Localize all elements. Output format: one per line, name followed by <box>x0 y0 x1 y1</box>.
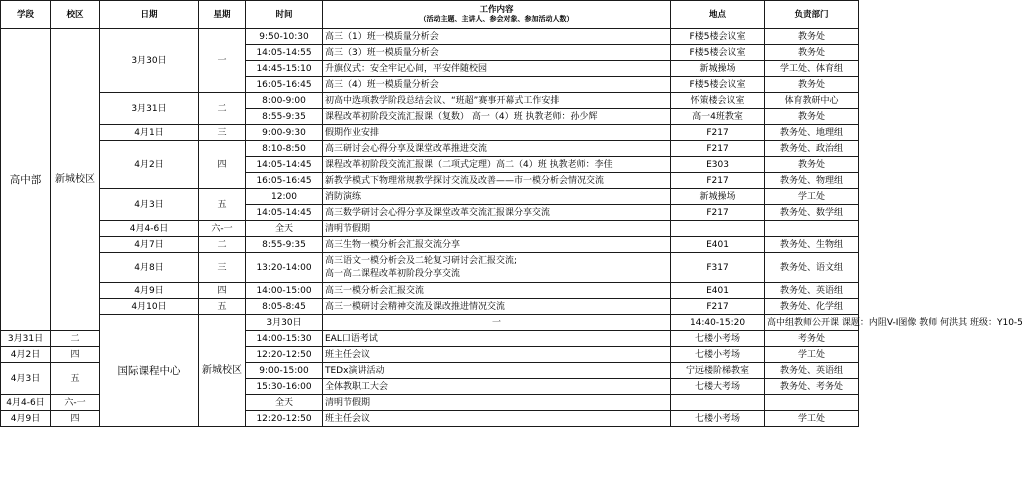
time-cell: 8:10-8:50 <box>246 141 323 157</box>
content-cell: 消防演练 <box>323 189 671 205</box>
location-cell <box>671 221 765 237</box>
campus-cell: 新城校区 <box>199 315 246 427</box>
dept-cell: 学工处 <box>765 347 859 363</box>
time-cell: 9:00-15:00 <box>246 363 323 379</box>
date-cell: 4月3日 <box>1 363 51 395</box>
location-cell: 新城操场 <box>671 189 765 205</box>
time-cell: 12:20-12:50 <box>246 347 323 363</box>
content-cell: 初高中选项教学阶段总结会议、“班超”赛事开幕式工作安排 <box>323 93 671 109</box>
time-cell: 14:05-14:45 <box>246 205 323 221</box>
dept-cell: 考务处 <box>765 331 859 347</box>
date-cell: 4月4-6日 <box>1 395 51 411</box>
content-cell: 高三（4）班一模质量分析会 <box>323 77 671 93</box>
location-cell: 高一4班教室 <box>671 109 765 125</box>
location-cell: F217 <box>671 173 765 189</box>
date-cell: 4月2日 <box>1 347 51 363</box>
dept-cell: 教务处、语文组 <box>765 253 859 283</box>
dept-cell: 学工处 <box>765 189 859 205</box>
section-cell: 国际课程中心 <box>100 315 199 427</box>
weekday-cell: 四 <box>51 411 100 427</box>
time-cell: 15:30-16:00 <box>246 379 323 395</box>
time-cell: 14:00-15:30 <box>246 331 323 347</box>
content-cell: 高三数学研讨会心得分享及课堂改革交流汇报课分享交流 <box>323 205 671 221</box>
dept-cell: 教务处 <box>765 45 859 61</box>
location-cell: 七楼小考场 <box>671 347 765 363</box>
location-cell: F217 <box>671 141 765 157</box>
time-cell: 9:00-9:30 <box>246 125 323 141</box>
dept-cell: 教务处 <box>765 157 859 173</box>
date-cell: 4月10日 <box>100 299 199 315</box>
content-cell: 全体教职工大会 <box>323 379 671 395</box>
dept-cell: 教务处 <box>765 109 859 125</box>
location-cell: F217 <box>671 299 765 315</box>
content-cell: 高三一模研讨会精神交流及课改推进情况交流 <box>323 299 671 315</box>
weekday-cell: 一 <box>323 315 671 331</box>
time-cell: 8:55-9:35 <box>246 237 323 253</box>
header-weekday: 星期 <box>199 1 246 29</box>
table-row <box>1 237 859 253</box>
time-cell: 14:45-15:10 <box>246 61 323 77</box>
dept-cell: 教务处、地理组 <box>765 125 859 141</box>
location-cell: F楼5楼会议室 <box>671 77 765 93</box>
time-cell: 16:05-16:45 <box>246 173 323 189</box>
weekday-cell: 五 <box>51 363 100 395</box>
time-cell: 14:05-14:55 <box>246 45 323 61</box>
location-cell: 七楼小考场 <box>671 411 765 427</box>
header-row <box>1 1 859 29</box>
location-cell: F楼5楼会议室 <box>671 45 765 61</box>
time-cell: 8:00-9:00 <box>246 93 323 109</box>
content-text: 高三语文一模分析会及二轮复习研讨会汇报交流; 高一高二课程改革初阶段分享交流 <box>325 255 518 279</box>
date-cell: 4月2日 <box>100 141 199 189</box>
table-row <box>1 283 859 299</box>
time-cell: 全天 <box>246 395 323 411</box>
content-cell: 高三研讨会心得分享及课堂改革推进交流 <box>323 141 671 157</box>
location-cell: 怀策楼会议室 <box>671 93 765 109</box>
header-content-title: 工作内容 <box>479 5 514 15</box>
time-cell: 13:20-14:00 <box>246 253 323 283</box>
dept-cell: 学工处、体育组 <box>765 61 859 77</box>
content-cell: EAL口语考试 <box>323 331 671 347</box>
content-cell: 班主任会议 <box>323 347 671 363</box>
location-cell: F217 <box>671 205 765 221</box>
content-cell: TEDx演讲活动 <box>323 363 671 379</box>
date-cell: 4月9日 <box>1 411 51 427</box>
location-cell: F楼5楼会议室 <box>671 29 765 45</box>
time-cell: 14:40-15:20 <box>671 315 765 331</box>
dept-cell: 教务处、生物组 <box>765 237 859 253</box>
weekday-cell: 三 <box>199 125 246 141</box>
table-row <box>1 189 859 205</box>
table-row <box>1 221 859 237</box>
header-location: 地点 <box>671 1 765 29</box>
time-cell: 14:05-14:45 <box>246 157 323 173</box>
location-cell: 新城操场 <box>671 61 765 77</box>
table-row <box>1 93 859 109</box>
weekday-cell: 一 <box>199 29 246 93</box>
content-cell: 高三生物一模分析会汇报交流分享 <box>323 237 671 253</box>
table-row <box>1 253 859 283</box>
content-cell: 清明节假期 <box>323 395 671 411</box>
content-cell: 课程改革初阶段交流汇报课（二项式定理）高二（4）班 执教老师：李佳 <box>323 157 671 173</box>
dept-cell: 教务处、数学组 <box>765 205 859 221</box>
content-cell: 高三（1）班一模质量分析会 <box>323 29 671 45</box>
content-cell: 课程改革初阶段交流汇报课（复数） 高一（4）班 执教老师：孙少辉 <box>323 109 671 125</box>
dept-cell: 体育教研中心 <box>765 93 859 109</box>
table-row <box>1 125 859 141</box>
section-cell: 高中部 <box>1 29 51 331</box>
header-campus: 校区 <box>51 1 100 29</box>
date-cell: 4月8日 <box>100 253 199 283</box>
location-cell: 七楼小考场 <box>671 331 765 347</box>
dept-cell: 学工处 <box>765 411 859 427</box>
date-cell: 3月31日 <box>100 93 199 125</box>
content-cell: 升旗仪式：安全牢记心间，平安伴随校园 <box>323 61 671 77</box>
weekday-cell: 六-一 <box>199 221 246 237</box>
location-cell: E401 <box>671 237 765 253</box>
dept-cell: 教务处、政治组 <box>765 141 859 157</box>
content-cell: 高三一模分析会汇报交流 <box>323 283 671 299</box>
dept-cell: 教务处、考务处 <box>765 379 859 395</box>
location-cell: E401 <box>671 283 765 299</box>
dept-cell: 教务处、英语组 <box>765 283 859 299</box>
header-content-subtitle: （活动主题、主讲人、参会对象、参加活动人数） <box>419 15 574 23</box>
location-cell <box>671 395 765 411</box>
header-section: 学段 <box>1 1 51 29</box>
location-cell: F317 <box>671 253 765 283</box>
content-cell: 高中组教师公开课 课题：内阻V-I图像 教师 何洪其 班级：Y10-5 <box>765 315 859 331</box>
content-cell <box>323 253 671 283</box>
table-row <box>1 299 859 315</box>
dept-cell <box>765 221 859 237</box>
content-cell: 新教学模式下物理常规教学探讨交流及改善——市一模分析会情况交流 <box>323 173 671 189</box>
time-cell: 12:20-12:50 <box>246 411 323 427</box>
date-cell: 4月3日 <box>100 189 199 221</box>
weekday-cell: 四 <box>51 347 100 363</box>
header-dept: 负责部门 <box>765 1 859 29</box>
weekday-cell: 五 <box>199 189 246 221</box>
weekday-cell: 五 <box>199 299 246 315</box>
date-cell: 3月31日 <box>1 331 51 347</box>
location-cell: F217 <box>671 125 765 141</box>
time-cell: 8:55-9:35 <box>246 109 323 125</box>
date-cell: 4月4-6日 <box>100 221 199 237</box>
content-cell: 清明节假期 <box>323 221 671 237</box>
weekday-cell: 六-一 <box>51 395 100 411</box>
dept-cell: 教务处、英语组 <box>765 363 859 379</box>
weekday-cell: 二 <box>199 93 246 125</box>
location-cell: E303 <box>671 157 765 173</box>
header-time: 时间 <box>246 1 323 29</box>
dept-cell: 教务处、化学组 <box>765 299 859 315</box>
content-cell: 班主任会议 <box>323 411 671 427</box>
date-cell: 3月30日 <box>246 315 323 331</box>
location-cell: 七楼大考场 <box>671 379 765 395</box>
table-row <box>1 29 859 45</box>
weekday-cell: 二 <box>199 237 246 253</box>
table-row <box>1 315 859 331</box>
location-cell: 宁远楼阶梯教室 <box>671 363 765 379</box>
header-content <box>323 1 671 29</box>
date-cell: 3月30日 <box>100 29 199 93</box>
content-cell: 假期作业安排 <box>323 125 671 141</box>
weekday-cell: 四 <box>199 283 246 299</box>
date-cell: 4月7日 <box>100 237 199 253</box>
dept-cell: 教务处、物理组 <box>765 173 859 189</box>
date-cell: 4月9日 <box>100 283 199 299</box>
time-cell: 16:05-16:45 <box>246 77 323 93</box>
time-cell: 14:00-15:00 <box>246 283 323 299</box>
dept-cell: 教务处 <box>765 29 859 45</box>
content-cell: 高三（3）班一模质量分析会 <box>323 45 671 61</box>
weekday-cell: 四 <box>199 141 246 189</box>
time-cell: 全天 <box>246 221 323 237</box>
header-date: 日期 <box>100 1 199 29</box>
time-cell: 9:50-10:30 <box>246 29 323 45</box>
time-cell: 12:00 <box>246 189 323 205</box>
weekday-cell: 二 <box>51 331 100 347</box>
date-cell: 4月1日 <box>100 125 199 141</box>
weekday-cell: 三 <box>199 253 246 283</box>
dept-cell: 教务处 <box>765 77 859 93</box>
dept-cell <box>765 395 859 411</box>
campus-cell: 新城校区 <box>51 29 100 331</box>
table-row <box>1 141 859 157</box>
time-cell: 8:05-8:45 <box>246 299 323 315</box>
